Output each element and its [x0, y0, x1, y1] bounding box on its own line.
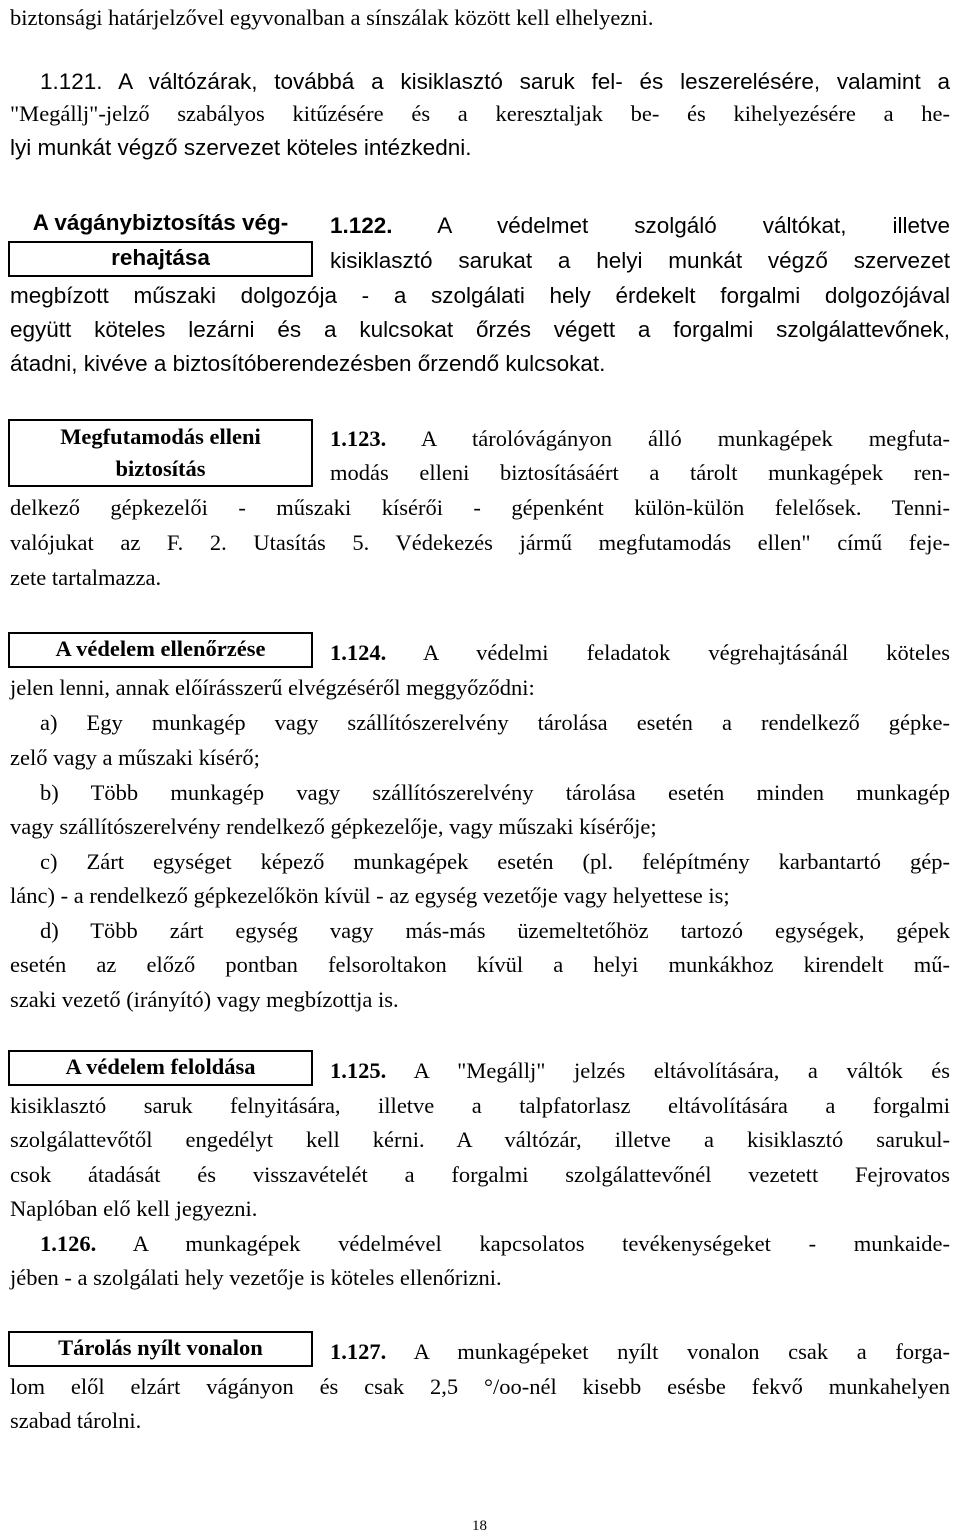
paragraph-1-126-line-2: jében - a szolgálati hely vezetője is köteles ellenőrizni. — [10, 1265, 502, 1290]
page-number: 18 — [472, 1518, 487, 1534]
paragraph-1-125-line-1: 1.125. A "Megállj" jelzés eltávolítására, a váltók és — [330, 1058, 950, 1083]
paragraph-1-122-line-4: együtt köteles lezárni és a kulcsokat őrzés végett a forgalmi szolgálattevőnek, — [10, 317, 950, 342]
paragraph-number: 1.124. — [330, 640, 387, 665]
paragraph-1-121-line-2: "Megállj"-jelző szabályos kitűzésére és a keresztaljak be- és kihelyezésére a he- — [10, 101, 950, 126]
paragraph-1-124-line-1: 1.124. A védelmi feladatok végrehajtásánál köteles — [330, 640, 951, 665]
list-item-b-line-1: b) Több munkagép vagy szállítószerelvény tárolása esetén minden munkagép — [40, 780, 950, 805]
list-item-d-line-1: d) Több zárt egység vagy más-más üzemeltetőhöz tartozó egységek, gépek — [40, 918, 950, 943]
section-heading: Tárolás nyílt vonalon — [58, 1335, 263, 1360]
paragraph-1-123-line-3: delkező gépkezelői - műszaki kísérői - gépenként külön-külön felelősek. Tenni- — [10, 495, 950, 520]
list-item-c-line-2: lánc) - a rendelkező gépkezelőkön kívül - az egység vezetője vagy helyettese is; — [10, 883, 730, 908]
paragraph-1-122-line-5: átadni, kivéve a biztosítóberendezésben őrzendő kulcsokat. — [10, 351, 606, 376]
paragraph-1-123-line-4: valójukat az F. 2. Utasítás 5. Védekezés jármű megfutamodás ellen" című feje- — [10, 530, 950, 555]
paragraph-number: 1.121. — [40, 69, 103, 94]
paragraph-1-127-line-2: lom elől elzárt vágányon és csak 2,5 °/oo-nél kisebb esésbe fekvő munkahelyen — [10, 1374, 950, 1399]
paragraph-1-121-line-1: 1.121. A váltózárak, továbbá a kisiklasztó saruk fel- és leszerelésére, valamint a — [40, 69, 950, 94]
continued-line: biztonsági határjelzővel egyvonalban a sínszálak között kell elhelyezni. — [10, 5, 654, 30]
paragraph-number: 1.122. — [330, 213, 393, 238]
paragraph-1-125-line-5: Naplóban elő kell jegyezni. — [10, 1196, 258, 1221]
paragraph-1-125-line-4: csok átadását és visszavételét a forgalmi szolgálattevőnél vezetett Fejrovatos — [10, 1162, 950, 1187]
list-item-d-line-3: szaki vezető (irányító) vagy megbízottja is. — [10, 987, 399, 1012]
paragraph-1-122-line-2: kisiklasztó sarukat a helyi munkát végző szervezet — [330, 248, 950, 273]
paragraph-number: 1.126. — [40, 1231, 97, 1256]
section-heading-line-1: A vágánybiztosítás vég- — [8, 208, 313, 238]
paragraph-1-125-line-2: kisiklasztó saruk felnyitására, illetve a talpfatorlasz eltávolítására a forgalmi — [10, 1093, 950, 1118]
paragraph-1-121-line-3: lyi munkát végző szervezet köteles intézkedni. — [10, 135, 472, 160]
paragraph-number: 1.125. — [330, 1058, 387, 1083]
list-item-a-line-1: a) Egy munkagép vagy szállítószerelvény tárolása esetén a rendelkező gépke- — [40, 710, 950, 735]
paragraph-1-122-line-1: 1.122. A védelmet szolgáló váltókat, illetve — [330, 213, 951, 238]
paragraph-1-124-line-2: jelen lenni, annak előírásszerű elvégzéséről meggyőződni: — [10, 675, 535, 700]
paragraph-1-123-line-1: 1.123. A tárolóvágányon álló munkagépek megfuta- — [330, 426, 950, 451]
paragraph-1-127-line-3: szabad tárolni. — [10, 1408, 142, 1433]
section-heading: A védelem ellenőrzése — [55, 636, 266, 661]
list-item-a-line-2: zelő vagy a műszaki kísérő; — [10, 745, 260, 770]
paragraph-1-127-line-1: 1.127. A munkagépeket nyílt vonalon csak a forga- — [330, 1339, 950, 1364]
paragraph-1-123-line-2: modás elleni biztosításáért a tárolt munkagépek ren- — [330, 460, 950, 485]
list-item-d-line-2: esetén az előző pontban felsoroltakon kívül a helyi munkákhoz kirendelt mű- — [10, 952, 950, 977]
paragraph-1-126-line-1: 1.126. A munkagépek védelmével kapcsolatos tevékenységeket - munkaide- — [40, 1231, 950, 1256]
paragraph-1-125-line-3: szolgálattevőtől engedélyt kell kérni. A váltózár, illetve a kisiklasztó sarukul- — [10, 1127, 950, 1152]
list-item-b-line-2: vagy szállítószerelvény rendelkező gépkezelője, vagy műszaki kísérője; — [10, 814, 657, 839]
section-heading: A védelem feloldása — [65, 1054, 256, 1079]
paragraph-number: 1.127. — [330, 1339, 387, 1364]
paragraph-1-122-line-3: megbízott műszaki dolgozója - a szolgálati hely érdekelt forgalmi dolgozójával — [10, 283, 950, 308]
section-heading-line-2: biztosítás — [115, 456, 206, 481]
section-heading-line-1: Megfutamodás elleni — [60, 424, 261, 449]
paragraph-number: 1.123. — [330, 426, 387, 451]
section-heading-line-2: rehajtása — [111, 245, 210, 270]
paragraph-1-123-line-5: zete tartalmazza. — [10, 565, 162, 590]
list-item-c-line-1: c) Zárt egységet képező munkagépek esetén (pl. felépítmény karbantartó gép- — [40, 849, 950, 874]
